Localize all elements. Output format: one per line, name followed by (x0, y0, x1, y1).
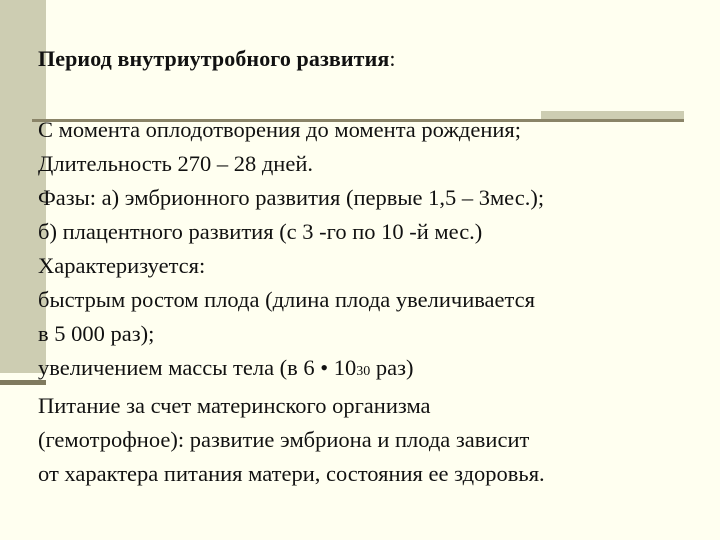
body-line: Фазы: а) эмбрионного развития (первые 1,5 – 3мес.); (38, 185, 545, 210)
body-line-mass (38, 351, 708, 389)
body-line: Характеризуется: (38, 253, 206, 278)
mass-line-exponent: 30 (356, 364, 371, 379)
slide-body (38, 113, 708, 491)
body-line: от характера питания матери, состояния ее здоровья. (38, 461, 545, 486)
body-line: С момента оплодотворения до момента рождения; (38, 117, 522, 142)
body-line: Длительность 270 – 28 дней. (38, 151, 313, 176)
slide-title (38, 46, 396, 72)
body-line: в 5 000 раз); (38, 321, 155, 346)
mass-line-prefix: увеличением массы тела (в 6 • 10 (38, 355, 357, 380)
title-text: Период внутриутробного развития (38, 46, 390, 71)
body-line: (гемотрофное): развитие эмбриона и плода зависит (38, 427, 530, 452)
mass-line-suffix: раз) (370, 355, 414, 380)
body-line: б) плацентного развития (с 3 -го по 10 -й мес.) (38, 219, 483, 244)
body-line: быстрым ростом плода (длина плода увеличивается (38, 287, 535, 312)
title-suffix: : (389, 46, 396, 71)
body-line: Питание за счет материнского организма (38, 393, 431, 418)
